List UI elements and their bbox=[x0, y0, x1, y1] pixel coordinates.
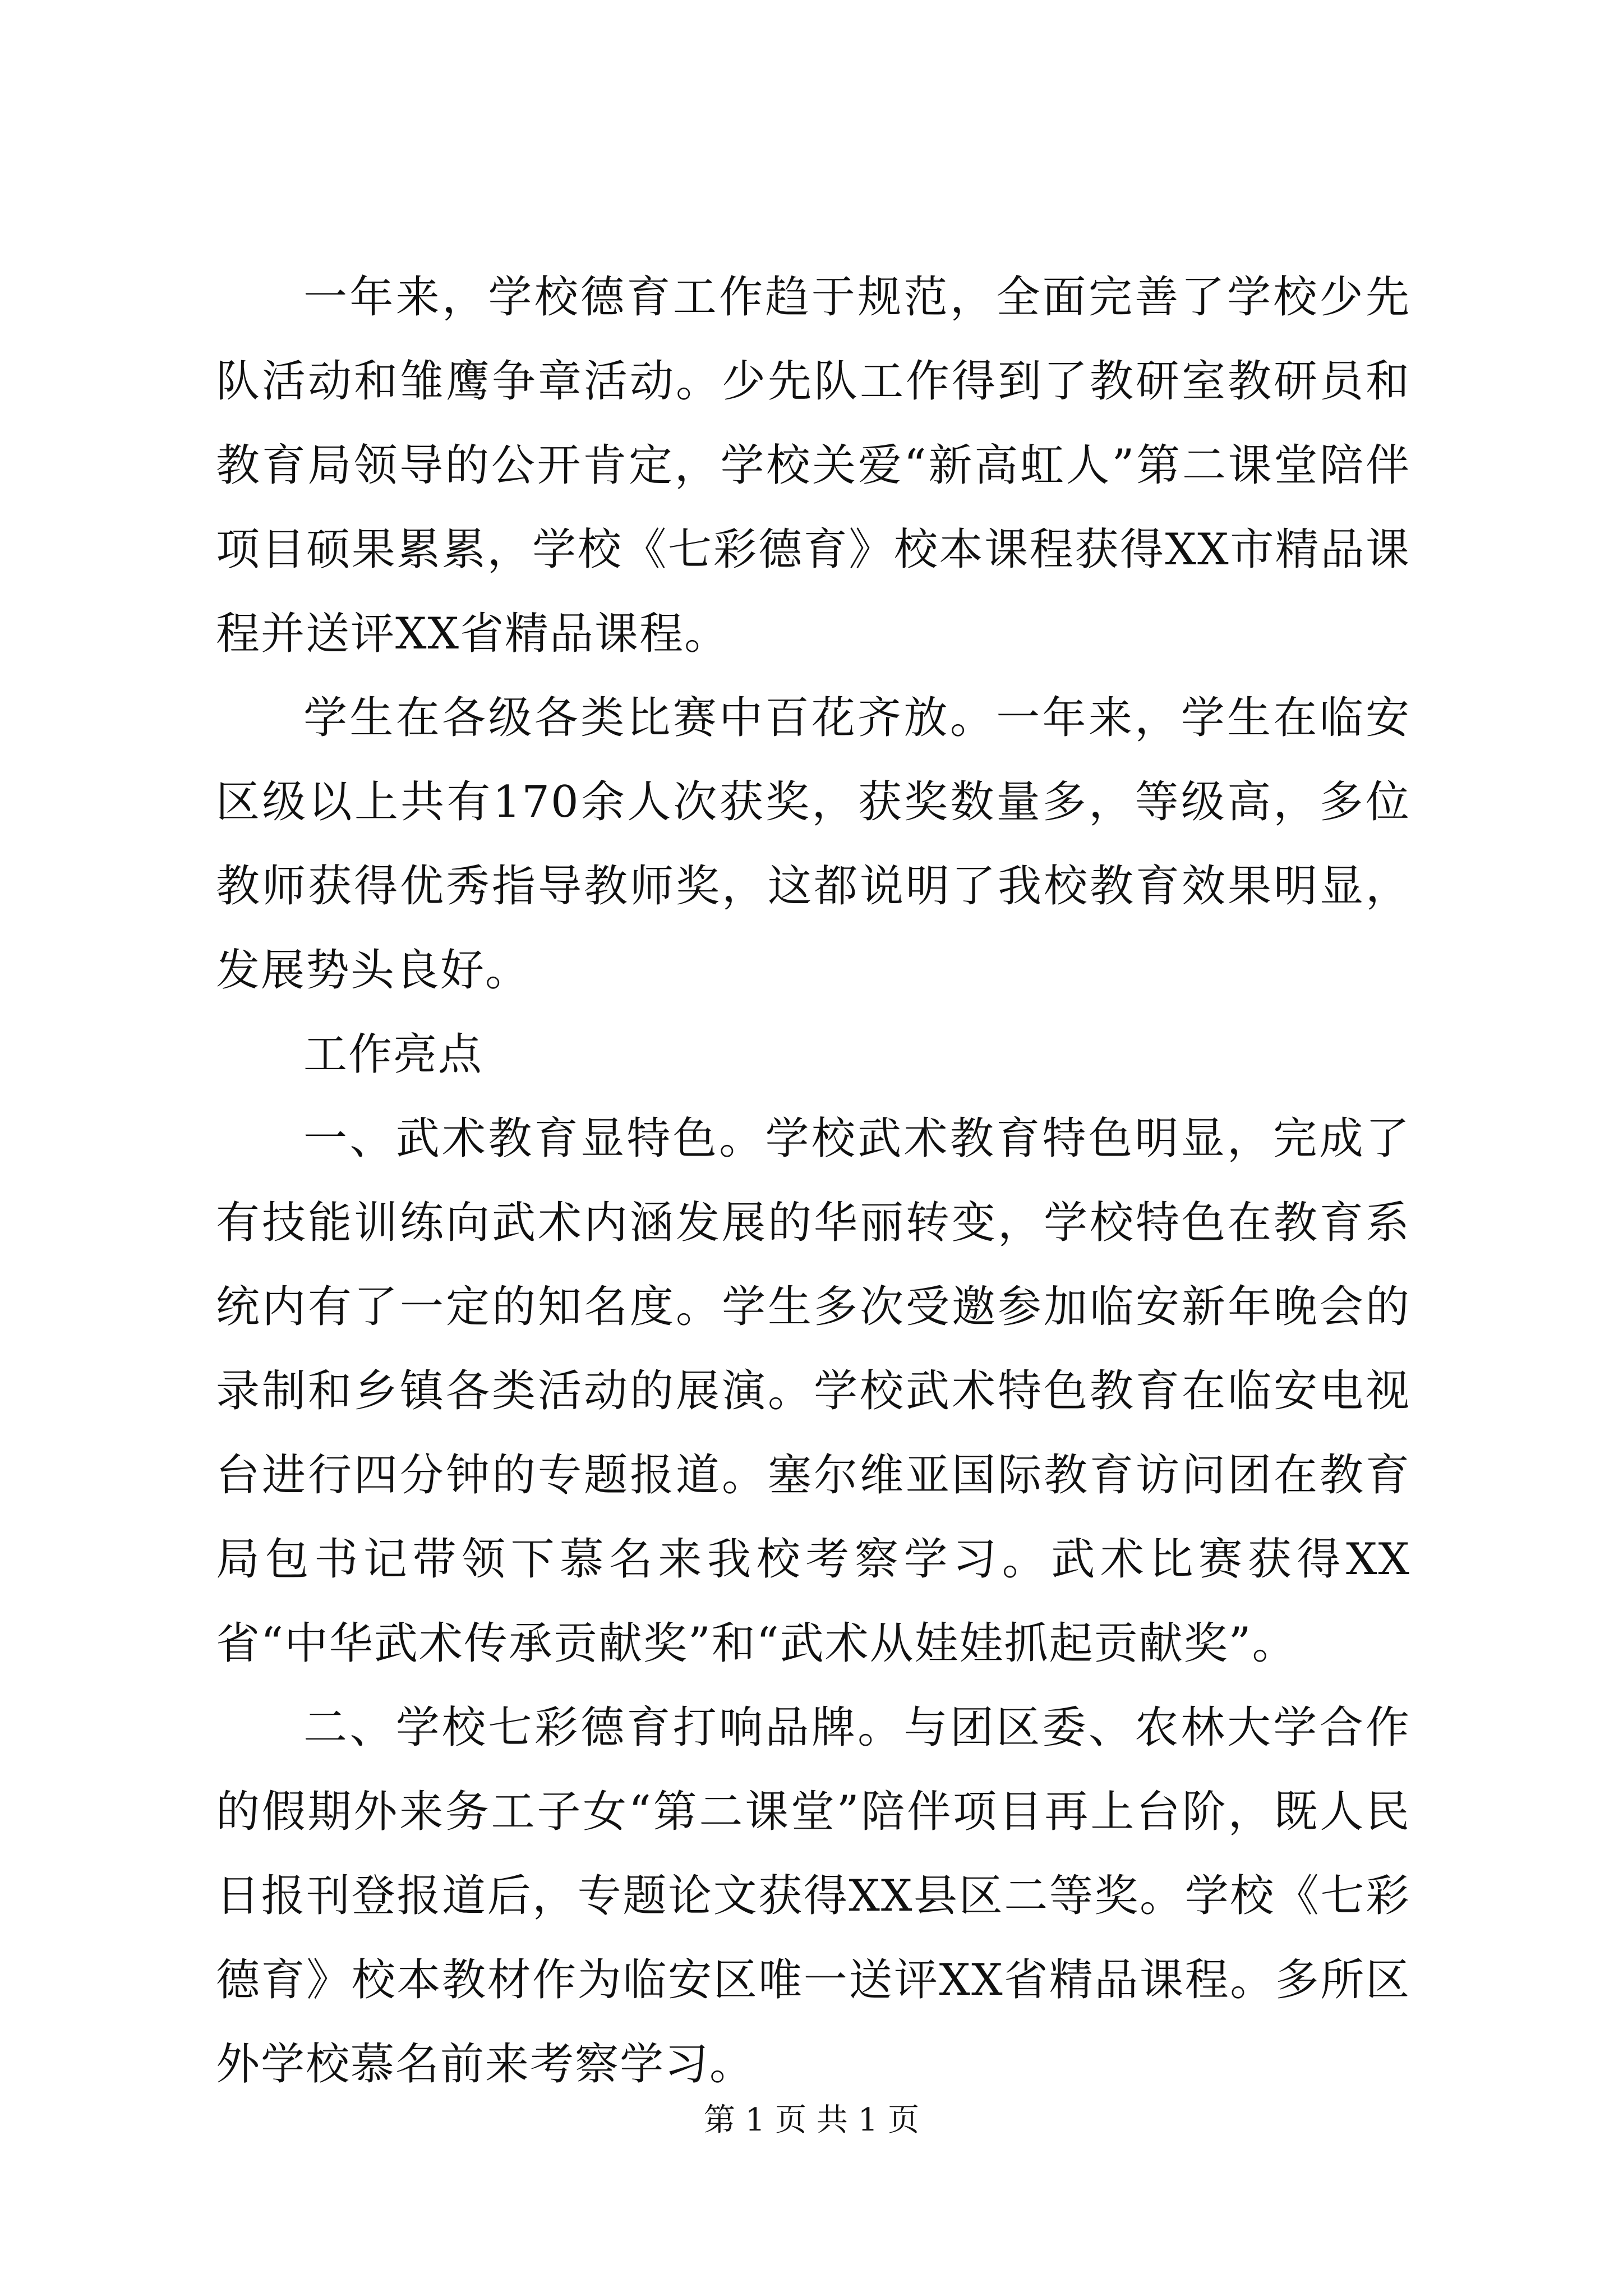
paragraph-moral-education-brand: 二、学校七彩德育打响品牌。与团区委、农林大学合作的假期外来务工子女“第二课堂”陪伴项目再上台阶，既人民日报刊登报道后，专题论文获得XX县区二等奖。学校《七彩德育》校本教材作为临安区唯一送评XX省精品课程。多所区外学校慕名前来考察学习。 bbox=[216, 1703, 1410, 2090]
document-body bbox=[216, 255, 1410, 2106]
paragraph-student-awards: 学生在各级各类比赛中百花齐放。一年来，学生在临安区级以上共有170余人次获奖，获奖数量多，等级高，多位教师获得优秀指导教师奖，这都说明了我校教育效果明显，发展势头良好。 bbox=[216, 693, 1410, 996]
paragraph-moral-education-summary: 一年来，学校德育工作趋于规范，全面完善了学校少先队活动和雏鹰争章活动。少先队工作得到了教研室教研员和教育局领导的公开肯定，学校关爱“新高虹人”第二课堂陪伴项目硕果累累，学校《七彩德育》校本课程获得XX市精品课程并送评XX省精品课程。 bbox=[216, 272, 1410, 659]
section-heading-highlights: 工作亮点 bbox=[303, 1029, 483, 1080]
page-number-footer: 第 1 页 共 1 页 bbox=[703, 2102, 920, 2138]
paragraph-martial-arts-feature: 一、武术教育显特色。学校武术教育特色明显，完成了有技能训练向武术内涵发展的华丽转变，学校特色在教育系统内有了一定的知名度。学生多次受邀参加临安新年晚会的录制和乡镇各类活动的展演。学校武术特色教育在临安电视台进行四分钟的专题报道。塞尔维亚国际教育访问团在教育局包书记带领下慕名来我校考察学习。武术比赛获得XX省“中华武术传承贡献奖”和“武术从娃娃抓起贡献奖”。 bbox=[216, 1114, 1410, 1669]
